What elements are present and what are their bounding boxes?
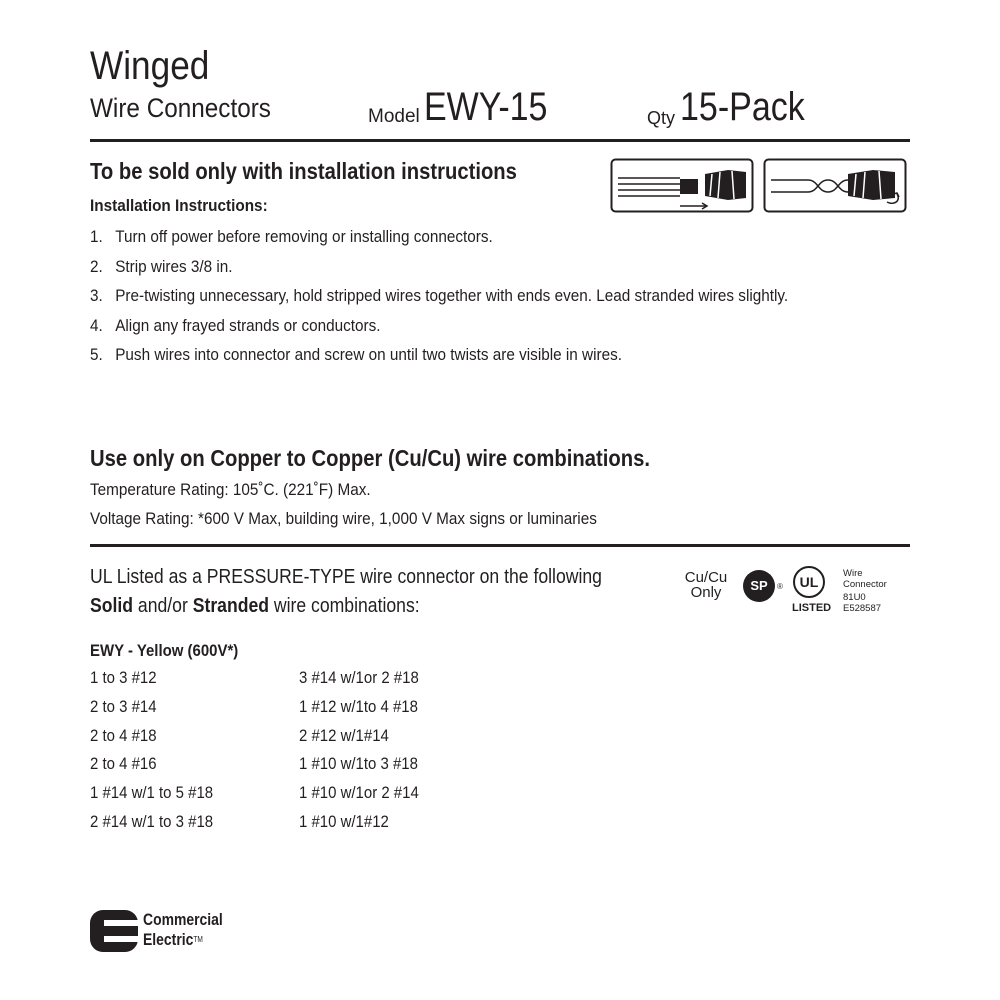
andor-label: and/or [133,595,193,617]
registered-mark: ® [777,582,783,591]
ratings-divider [90,544,910,547]
brand-name [143,910,223,950]
list-item: 1 #10 w/1or 2 #14 [299,783,419,802]
ul-text: UL [799,574,819,590]
csa-text: SP [750,578,768,593]
cu-cu-only-badge [678,570,734,600]
step-text: Align any frayed strands or conductors. [115,316,381,335]
list-item [90,286,788,306]
step-number: 3. [90,286,103,305]
voltage-rating: Voltage Rating: *600 V Max, building wire, 1,000 V Max signs or luminaries [90,509,597,528]
brand-line2: Electric [143,930,194,949]
combinations-label: wire combinations: [268,595,420,617]
trademark: TM [193,935,203,944]
model-label: Model [368,106,420,127]
list-item: 2 to 4 #18 [90,726,157,745]
list-item: 1 to 3 #12 [90,668,157,687]
list-item: 2 #14 w/1 to 3 #18 [90,812,214,831]
model-value: EWY-15 [424,85,548,129]
header-divider [90,139,910,142]
step-number: 4. [90,316,103,335]
qty-label: Qty [647,108,676,128]
list-item [90,316,381,336]
stranded-label: Stranded [192,595,269,617]
list-item: 2 #12 w/1#14 [299,726,389,745]
ul-listing-line2 [90,595,420,618]
csa-logo [743,570,775,602]
list-item: 2 to 3 #14 [90,697,157,716]
copper-heading: Use only on Copper to Copper (Cu/Cu) wire combinations. [90,445,650,471]
step-text: Turn off power before removing or installing connectors. [115,227,493,246]
product-subtitle: Wire Connectors [90,93,271,123]
solid-label: Solid [90,595,134,617]
list-item [90,257,233,277]
list-item: 1 #12 w/1to 4 #18 [299,697,418,716]
cu-cu-text: Cu/Cu [684,569,728,586]
category-code: 81U0 [843,592,866,603]
twist-wire-diagram [763,158,907,213]
step-text: Strip wires 3/8 in. [115,257,233,276]
qty-value: 15-Pack [680,85,805,129]
list-item: 2 to 4 #16 [90,754,157,773]
list-item: 1 #10 w/1to 3 #18 [299,754,418,773]
list-item: 1 #10 w/1#12 [299,812,389,831]
list-item [90,345,622,365]
step-number: 5. [90,345,103,364]
brand-line1: Commercial [143,910,223,929]
step-text: Push wires into connector and screw on until two twists are visible in wires. [115,345,623,364]
wire-label: Wire [843,568,863,579]
combos-heading: EWY - Yellow (600V*) [90,641,239,660]
step-number: 1. [90,227,103,246]
connector-label: Connector [843,579,887,590]
only-text: Only [690,584,722,601]
listed-label: LISTED [792,602,832,614]
list-item: 3 #14 w/1or 2 #18 [299,668,419,687]
ul-file-info [843,568,887,614]
commercial-electric-logo-icon [90,910,138,952]
install-subheading: Installation Instructions: [90,196,268,215]
step-number: 2. [90,257,103,276]
ul-logo [793,566,825,598]
temperature-rating: Temperature Rating: 105˚C. (221˚F) Max. [90,480,371,499]
list-item [90,227,493,247]
install-heading: To be sold only with installation instructions [90,158,517,184]
step-text: Pre-twisting unnecessary, hold stripped wires together with ends even. Lead stranded wires slightly. [115,286,789,305]
file-number: E528587 [843,603,882,614]
list-item: 1 #14 w/1 to 5 #18 [90,783,214,802]
product-title: Winged [90,44,210,88]
strip-wire-diagram [610,158,754,213]
ul-listing-line1: UL Listed as a PRESSURE-TYPE wire connector on the following [90,566,602,588]
